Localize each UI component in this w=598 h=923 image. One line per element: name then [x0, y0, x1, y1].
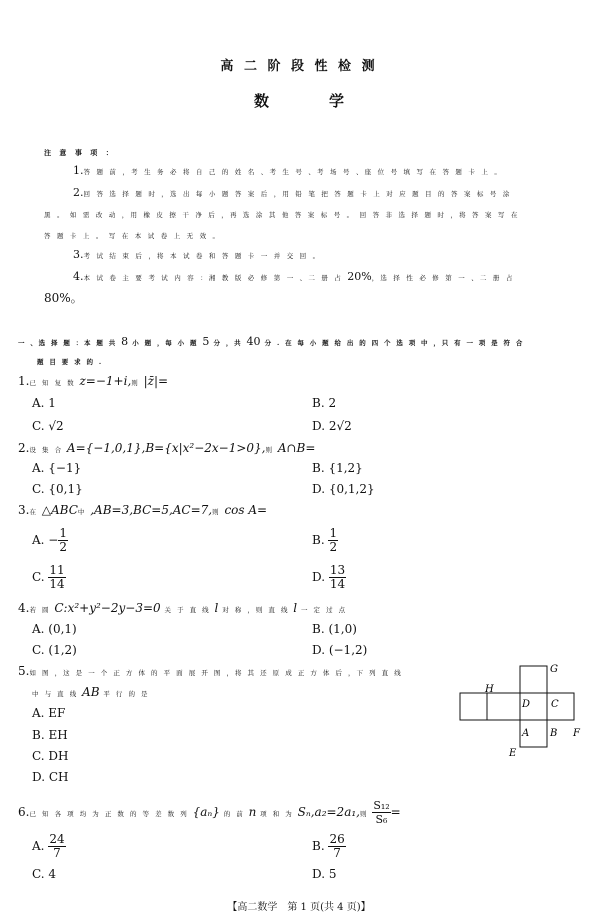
- question-3: 3.在 △ABC中 ,AB=3,BC=5,AC=7,则 cos A=: [18, 503, 268, 517]
- q5-option-a[interactable]: A. EF: [32, 706, 66, 720]
- cube-net-figure: [455, 660, 590, 765]
- notice-item-2-line2: 黑 。 如 需 改 动 ，用 橡 皮 擦 干 净 后 ，再 选 涂 其 他 答 案 标 号 。 回 答 非 选 择 题 时 ，将 答 案 写 在: [44, 211, 520, 219]
- cube-face-top: [520, 666, 547, 693]
- label-g: G: [550, 664, 558, 675]
- q5-option-b[interactable]: B. EH: [32, 728, 68, 742]
- label-b: B: [550, 728, 558, 739]
- question-4: 4.若 圆 C:x²+y²−2y−3=0 关 于 直 线 l 对 称 ，则 直 线 l 一 定 过 点: [18, 601, 348, 615]
- q1-option-a[interactable]: A. 1: [32, 396, 56, 410]
- q6-option-b[interactable]: B. $\frac{26}{7}$: [312, 832, 345, 860]
- label-f: F: [573, 728, 580, 739]
- section-heading: 一 、选 择 题 ：本 题 共 8 小 题 ，每 小 题 5 分 ，共 40 分 . 在 每 小 题 给 出 的 四 个 选 项 中 ，只 有 一 项 是 符 合: [18, 335, 525, 348]
- q4-option-c[interactable]: C. (1,2): [32, 643, 77, 657]
- q6-option-d[interactable]: D. 5: [312, 867, 337, 881]
- label-h: H: [485, 684, 494, 695]
- notice-item-4-pct: 80%。: [44, 291, 83, 305]
- q3-option-b[interactable]: B. $\frac{1}{2}$: [312, 526, 338, 554]
- q4-option-a[interactable]: A. (0,1): [32, 622, 77, 636]
- label-e: E: [509, 748, 517, 759]
- q2-option-c[interactable]: C. {0,1}: [32, 482, 83, 496]
- q2-option-d[interactable]: D. {0,1,2}: [312, 482, 375, 496]
- notice-item-2: 2.回 答 选 择 题 时 ，选 出 每 小 题 答 案 后 ，用 铅 笔 把 答 题 卡 上 对 应 题 目 的 答 案 标 号 涂: [73, 186, 512, 199]
- label-c: C: [551, 699, 559, 710]
- q6-option-a[interactable]: A. $\frac{24}{7}$: [32, 832, 65, 860]
- notice-item-2-line3: 答 题 卡 上 。 写 在 本 试 卷 上 无 效 。: [44, 232, 222, 240]
- question-2: 2.设 集 合 A={−1,0,1},B={x|x²−2x−1>0},则 A∩B=: [18, 441, 316, 455]
- question-5-line2: 中 与 直 线 AB 平 行 的 是: [32, 685, 150, 699]
- exam-title: 高 二 阶 段 性 检 测: [220, 59, 378, 74]
- q2-option-a[interactable]: A. {−1}: [32, 461, 82, 475]
- page-footer: 【高二数学 第 1 页(共 4 页)】: [227, 902, 371, 913]
- q3-option-c[interactable]: C. $\frac{11}{14}$: [32, 563, 65, 591]
- cube-face-1: [460, 693, 487, 720]
- q6-option-c[interactable]: C. 4: [32, 867, 57, 881]
- q5-option-c[interactable]: C. DH: [32, 749, 69, 763]
- q5-option-d[interactable]: D. CH: [32, 770, 69, 784]
- question-6: 6.已 知 各 项 均 为 正 数 的 等 差 数 列 {aₙ} 的 前 n 项 和 为 Sₙ,a₂=2a₁,则 $\frac{\text{S₁₂}}{\text{S₆}}$ =: [18, 799, 401, 826]
- question-5: 5.如 图 ，这 是 一 个 正 方 体 的 平 面 展 开 图 ，将 其 还 原 成 正 方 体 后 ，下 列 直 线: [18, 664, 403, 678]
- q2-option-b[interactable]: B. {1,2}: [312, 461, 363, 475]
- subject-title: 数 学: [253, 92, 344, 110]
- q1-option-c[interactable]: C. √2: [32, 419, 64, 433]
- q4-option-d[interactable]: D. (−1,2): [312, 643, 368, 657]
- notice-item-3: 3.考 试 结 束 后 ，将 本 试 卷 和 答 题 卡 一 并 交 回 。: [73, 248, 322, 261]
- question-1: 1.已 知 复 数 z=−1+i,则 |z̄|=: [18, 374, 169, 388]
- cube-face-2: [487, 693, 520, 720]
- q4-option-b[interactable]: B. (1,0): [312, 622, 357, 636]
- notice-item-1: 1.答 题 前 ，考 生 务 必 将 自 己 的 姓 名 、考 生 号 、考 场 号 、座 位 号 填 写 在 答 题 卡 上 。: [73, 164, 504, 177]
- q3-option-d[interactable]: D. $\frac{13}{14}$: [312, 563, 346, 591]
- label-a: A: [522, 728, 530, 739]
- notice-heading: 注 意 事 项 ：: [44, 148, 116, 157]
- q1-option-b[interactable]: B. 2: [312, 396, 337, 410]
- q3-option-a[interactable]: A. − $\frac{1}{2}$: [32, 526, 67, 554]
- label-d: D: [522, 699, 531, 710]
- section-heading-line2: 题 目 要 求 的 .: [37, 358, 103, 366]
- notice-item-4: 4.本 试 卷 主 要 考 试 内 容 ：湘 教 版 必 修 第 一 、二 册 占 20%，选 择 性 必 修 第 一 、二 册 占: [73, 270, 515, 283]
- q1-option-d[interactable]: D. 2√2: [312, 419, 352, 433]
